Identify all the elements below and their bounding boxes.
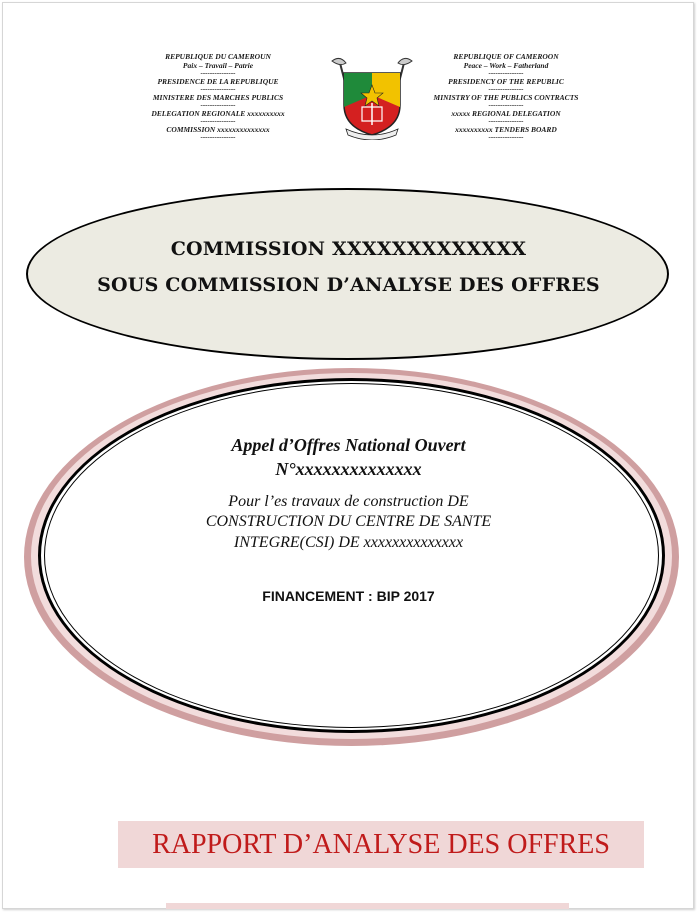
separator: ---------------	[200, 69, 236, 77]
tender-title: Appel d’Offres National Ouvert	[231, 435, 466, 455]
tender-description-line2: CONSTRUCTION DU CENTRE DE SANTE	[205, 513, 492, 530]
header-left	[118, 52, 318, 141]
separator: ---------------	[200, 133, 236, 141]
financing-label: FINANCEMENT : BIP 2017	[262, 588, 435, 604]
report-title: RAPPORT D’ANALYSE DES OFFRES	[118, 821, 644, 868]
tender-number: N°xxxxxxxxxxxxxx	[275, 459, 422, 479]
separator: ---------------	[488, 117, 524, 125]
header-left-country: REPUBLIQUE DU CAMEROUN	[165, 52, 271, 61]
tender-description-line1: Pour l’es travaux de construction DE	[228, 493, 469, 510]
header-left-presidency: PRESIDENCE DE LA REPUBLIQUE	[157, 77, 279, 86]
banner-title-line2: SOUS COMMISSION D’ANALYSE DES OFFRES	[97, 274, 600, 296]
separator: ---------------	[488, 133, 524, 141]
header-right-ministry: MINISTRY OF THE PUBLICS CONTRACTS	[433, 93, 579, 102]
separator: ---------------	[200, 101, 236, 109]
banner-title-line1: COMMISSION XXXXXXXXXXXXX	[170, 238, 527, 260]
header-right-board: xxxxxxxxxx TENDERS BOARD	[455, 125, 557, 134]
header-right-motto: Peace – Work – Fatherland	[463, 61, 549, 70]
separator: ---------------	[200, 117, 236, 125]
header-right-presidency: PRESIDENCY OF THE REPUBLIC	[448, 77, 564, 86]
separator: ---------------	[488, 85, 524, 93]
bottom-decorative-strip	[166, 903, 569, 909]
separator: ---------------	[488, 69, 524, 77]
header-right-delegation: xxxxx REGIONAL DELEGATION	[451, 109, 561, 118]
tender-description-line3: INTEGRE(CSI) DE xxxxxxxxxxxxxx	[233, 534, 464, 551]
header-right	[406, 52, 606, 141]
header-left-ministry: MINISTERE DES MARCHES PUBLICS	[152, 93, 284, 102]
header-right-country: REPUBLIQUE OF CAMEROON	[453, 52, 559, 61]
header-left-motto: Paix – Travail – Patrie	[182, 61, 254, 70]
cameroon-coat-of-arms-icon	[326, 55, 418, 140]
separator: ---------------	[488, 101, 524, 109]
header-left-delegation: DELEGATION REGIONALE xxxxxxxxxx	[151, 109, 285, 118]
header-left-commission: COMMISSION xxxxxxxxxxxxxx	[166, 125, 270, 134]
separator: ---------------	[200, 85, 236, 93]
